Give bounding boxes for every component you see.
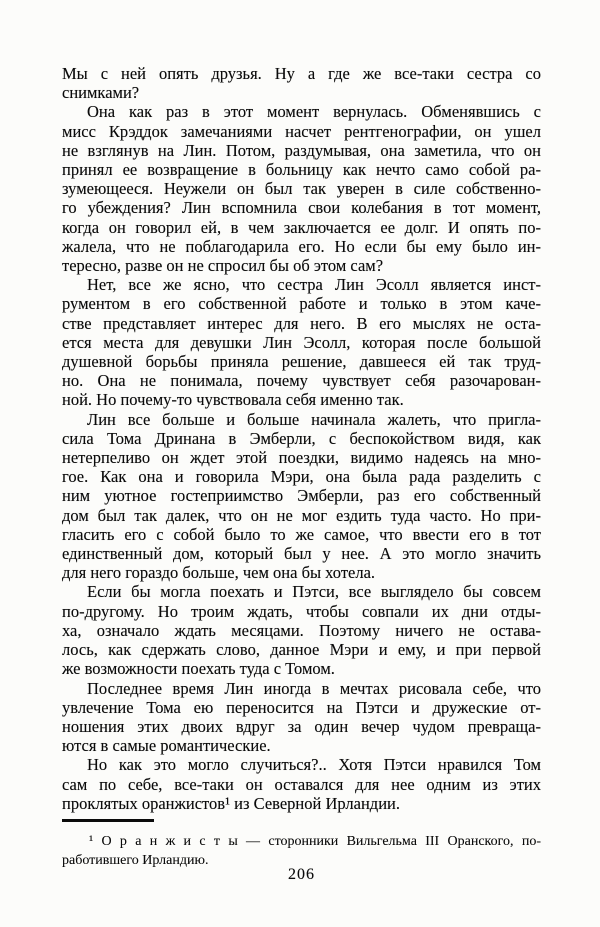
text-line: жалела, что не поблагодарила его. Но если бы ему было ин-	[62, 236, 541, 256]
text-line: по-другому. Но троим ждать, чтобы совпали их дни отды-	[62, 601, 541, 621]
text-line: работившего Ирландию.	[62, 852, 209, 868]
text-line: ются в самые романтические.	[62, 736, 271, 756]
text-line: тересно, разве он не спросил бы об этом сам?	[62, 256, 384, 276]
text-line: Она как раз в этот момент вернулась. Обменявшись с	[87, 102, 541, 122]
text-block	[62, 64, 541, 813]
text-line: гое. Как она и говорила Мэри, она была рада разделить с	[62, 467, 541, 487]
text-line: Лин все больше и больше начинала жалеть, что пригла-	[87, 409, 541, 429]
paragraph	[62, 679, 541, 756]
text-line: ется места для девушки Лин Эсолл, которая после большой	[62, 332, 541, 352]
text-line: для него гораздо больше, чем она бы хотела.	[62, 563, 376, 583]
paragraph	[62, 102, 541, 275]
text-line: Если бы могла поехать и Пэтси, все выглядело бы совсем	[87, 582, 541, 602]
text-line: не взглянув на Лин. Потом, раздумывая, она заметила, что он	[62, 140, 541, 160]
text-line: дом был так далек, что он не мог ездить туда часто. Но при-	[62, 505, 541, 525]
text-line: когда он говорил ей, в чем заключается ее долг. И опять по-	[62, 217, 541, 237]
text-line: лось, как сдержать слово, данное Мэри и ему, и при первой	[62, 640, 541, 660]
text-line: снимками?	[62, 83, 140, 103]
paragraph	[62, 64, 541, 102]
text-line: зумеющееся. Неужели он был так уверен в силе собственно-	[62, 179, 541, 199]
page-number: 206	[288, 866, 315, 883]
text-line: Последнее время Лин иногда в мечтах рисовала себе, что	[87, 678, 541, 698]
text-line: единственный дом, который был у нее. А это могло значить	[62, 544, 541, 564]
text-line: рументом в его собственной работе и только в этом каче-	[62, 294, 541, 314]
text-line: ¹ О р а н ж и с т ы — сторонники Вильгельма III Оранского, по-	[89, 834, 541, 849]
footnote	[62, 833, 541, 870]
text-line: нетерпеливо он ждет этой поездки, видимо надеясь на мно-	[62, 448, 541, 468]
text-line: Нет, все же ясно, что сестра Лин Эсолл является инст-	[87, 275, 541, 295]
text-line: мисс Крэддок замечаниями насчет рентгенографии, он ушел	[62, 121, 541, 141]
paragraph	[62, 275, 541, 409]
text-line: стве представляет интерес для него. В его мыслях не оста-	[62, 313, 541, 333]
text-line: гласить его с собой было то же самое, что ввести его в тот	[62, 524, 541, 544]
text-line: го убеждения? Лин вспомнила свои колебания в тот момент,	[62, 198, 541, 218]
text-line: ним уютное гостеприимство Эмберли, раз его собственный	[62, 486, 541, 506]
text-line: ха, означало ждать месяцами. Поэтому ничего не остава-	[62, 620, 541, 640]
text-line: проклятых оранжистов¹ из Северной Ирландии.	[62, 793, 400, 813]
text-line: но. Она не понимала, почему чувствует себя разочарован-	[62, 371, 541, 391]
text-line: же возможности поехать туда с Томом.	[62, 659, 335, 679]
text-line: увлечение Тома ею переносится на Пэтси и дружеские от-	[62, 697, 541, 717]
paragraph	[62, 582, 541, 678]
text-line: ношения этих двоих вдруг за один вечер чудом превраща-	[62, 716, 541, 736]
text-line: Мы с ней опять друзья. Ну а где же все-таки сестра со	[62, 64, 541, 83]
text-line: Но как это могло случиться?.. Хотя Пэтси нравился Том	[87, 755, 541, 775]
paragraph	[62, 410, 541, 583]
text-line: ной. Но почему-то чувствовала себя именно так.	[62, 390, 404, 410]
text-line: сила Тома Дринана в Эмберли, с беспокойством видя, как	[62, 428, 541, 448]
paragraph	[62, 755, 541, 813]
footnote-separator-rule	[62, 819, 154, 822]
text-line: сам по себе, все-таки он оставался для нее одним из этих	[62, 774, 541, 794]
text-line: душевной борьбы приняла решение, давшееся ей так труд-	[62, 352, 541, 372]
text-line: принял ее возвращение в больницу как нечто само собой ра-	[62, 160, 541, 180]
